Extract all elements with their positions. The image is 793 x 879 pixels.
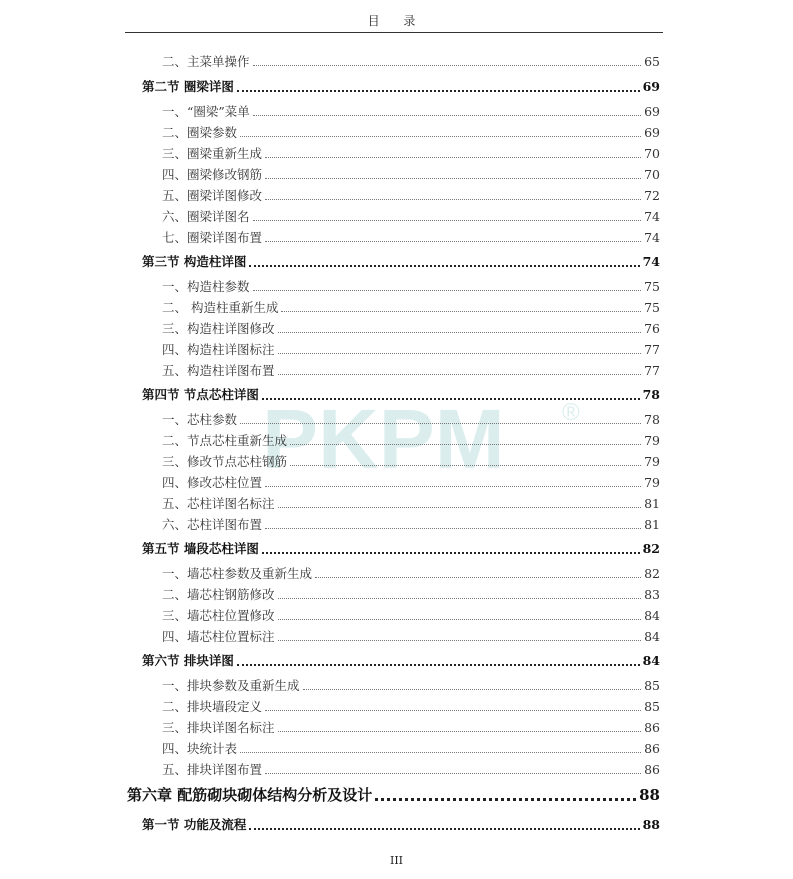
toc-item xyxy=(162,701,660,714)
toc-entry-page-number: 84 xyxy=(644,608,660,623)
toc-entry-page-number: 76 xyxy=(644,321,660,336)
toc-entry-page-number: 86 xyxy=(644,762,660,777)
toc-item xyxy=(162,190,660,203)
toc-entry-page-number: 86 xyxy=(644,741,660,756)
dot-leader xyxy=(253,115,641,116)
toc-entry-label: 四、墙芯柱位置标注 xyxy=(162,629,275,644)
dot-leader xyxy=(265,241,641,242)
toc-entry-page-number: 77 xyxy=(644,363,660,378)
toc-entry-label: 二、排块墙段定义 xyxy=(162,699,263,714)
toc-item xyxy=(162,519,660,532)
toc-entry-label: 第三节 构造柱详图 xyxy=(142,254,247,269)
page-number: III xyxy=(389,854,404,867)
toc-item xyxy=(162,631,660,644)
toc-item xyxy=(162,743,660,756)
toc-entry-page-number: 84 xyxy=(644,629,660,644)
dot-leader xyxy=(278,374,642,375)
toc-item xyxy=(162,56,660,69)
toc-entry-label: 二、主菜单操作 xyxy=(162,54,250,69)
toc-item xyxy=(162,169,660,182)
toc-entry-label: 五、圈梁详图修改 xyxy=(162,188,263,203)
toc-item xyxy=(162,232,660,245)
toc-entry-page-number: 75 xyxy=(644,279,660,294)
dot-leader xyxy=(278,640,642,641)
toc-section xyxy=(142,81,660,94)
toc-item xyxy=(162,344,660,357)
toc-entry-page-number: 78 xyxy=(642,387,660,402)
toc-item xyxy=(162,722,660,735)
toc-entry-label: 第五节 墙段芯柱详图 xyxy=(142,541,259,556)
dot-leader xyxy=(253,290,642,291)
toc-entry-page-number: 85 xyxy=(644,699,660,714)
toc-item xyxy=(162,302,660,315)
toc-section xyxy=(142,256,660,269)
toc-entry-label: 五、排块详图布置 xyxy=(162,762,263,777)
toc-entry-label: 第一节 功能及流程 xyxy=(142,817,247,832)
toc-entry-page-number: 69 xyxy=(644,104,660,119)
watermark-registered-mark: ® xyxy=(562,399,580,426)
dot-leader xyxy=(265,528,641,529)
toc-entry-page-number: 82 xyxy=(644,566,660,581)
toc-item xyxy=(162,106,660,119)
toc-item xyxy=(162,610,660,623)
dot-leader xyxy=(253,220,642,221)
dot-leader xyxy=(265,773,641,774)
toc-item xyxy=(162,435,660,448)
dot-leader xyxy=(240,423,641,424)
dot-leader xyxy=(265,486,641,487)
dot-leader xyxy=(249,828,639,830)
toc-entry-label: 三、构造柱详图修改 xyxy=(162,321,275,336)
toc-entry-label: 一、墙芯柱参数及重新生成 xyxy=(162,566,313,581)
toc-entry-page-number: 79 xyxy=(644,433,660,448)
watermark-text: PKPM xyxy=(262,398,505,478)
page-header-title: 目 录 xyxy=(367,14,426,28)
dot-leader xyxy=(262,552,640,554)
toc-entry-page-number: 79 xyxy=(644,454,660,469)
toc-entry-page-number: 88 xyxy=(642,817,660,832)
toc-entry-page-number: 72 xyxy=(644,188,660,203)
toc-entry-label: 五、芯柱详图名标注 xyxy=(162,496,275,511)
toc-entry-page-number: 74 xyxy=(644,230,660,245)
toc-item xyxy=(162,365,660,378)
toc-entry-label: 一、构造柱参数 xyxy=(162,279,250,294)
toc-entry-page-number: 69 xyxy=(642,79,660,94)
dot-leader xyxy=(265,178,641,179)
dot-leader xyxy=(253,65,642,66)
dot-leader xyxy=(278,507,642,508)
toc-entry-page-number: 86 xyxy=(644,720,660,735)
toc-item xyxy=(162,568,660,581)
toc-entry-label: 二、 构造柱重新生成 xyxy=(162,300,279,315)
toc-entry-label: 三、圈梁重新生成 xyxy=(162,146,263,161)
dot-leader xyxy=(278,332,642,333)
dot-leader xyxy=(237,664,640,666)
toc-entry-page-number: 69 xyxy=(644,125,660,140)
toc-entry-page-number: 82 xyxy=(642,541,660,556)
toc-entry-label: 六、芯柱详图布置 xyxy=(162,517,263,532)
toc-entry-page-number: 85 xyxy=(644,678,660,693)
dot-leader xyxy=(237,90,640,92)
dot-leader xyxy=(278,353,642,354)
toc-entry-label: 第四节 节点芯柱详图 xyxy=(142,387,259,402)
toc-section xyxy=(142,655,660,668)
toc-item xyxy=(162,323,660,336)
toc-section xyxy=(142,543,660,556)
toc-entry-label: 四、构造柱详图标注 xyxy=(162,342,275,357)
toc-entry-page-number: 81 xyxy=(644,496,660,511)
toc-entry-page-number: 88 xyxy=(639,786,660,804)
dot-leader xyxy=(265,157,641,158)
toc-section xyxy=(142,389,660,402)
toc-entry-page-number: 78 xyxy=(644,412,660,427)
toc-entry-page-number: 70 xyxy=(644,146,660,161)
dot-leader xyxy=(281,311,641,312)
toc-entry-label: 三、修改节点芯柱钢筋 xyxy=(162,454,288,469)
toc-entry-page-number: 65 xyxy=(644,54,660,69)
toc-entry-page-number: 74 xyxy=(642,254,660,269)
dot-leader xyxy=(278,598,642,599)
toc-entry-page-number: 70 xyxy=(644,167,660,182)
toc-entry-label: 二、节点芯柱重新生成 xyxy=(162,433,288,448)
toc-item xyxy=(162,680,660,693)
dot-leader xyxy=(240,752,641,753)
toc-item xyxy=(162,764,660,777)
toc-item xyxy=(162,498,660,511)
toc-entry-label: 七、圈梁详图布置 xyxy=(162,230,263,245)
toc-item xyxy=(162,211,660,224)
toc-entry-label: 四、圈梁修改钢筋 xyxy=(162,167,263,182)
toc-entry-page-number: 75 xyxy=(644,300,660,315)
dot-leader xyxy=(375,798,636,801)
dot-leader xyxy=(315,577,641,578)
toc-entry-label: 二、圈梁参数 xyxy=(162,125,238,140)
dot-leader xyxy=(290,444,641,445)
toc-item xyxy=(162,456,660,469)
toc-entry-page-number: 74 xyxy=(644,209,660,224)
toc-entry-label: 三、排块详图名标注 xyxy=(162,720,275,735)
toc-entry-label: 二、墙芯柱钢筋修改 xyxy=(162,587,275,602)
toc-entry-label: 一、“圈梁”菜单 xyxy=(162,104,250,119)
toc-entry-label: 第六节 排块详图 xyxy=(142,653,234,668)
dot-leader xyxy=(303,689,642,690)
toc-entry-page-number: 84 xyxy=(642,653,660,668)
toc-entry-label: 第六章 配筋砌块砌体结构分析及设计 xyxy=(127,786,373,804)
dot-leader xyxy=(278,619,642,620)
toc-entry-page-number: 77 xyxy=(644,342,660,357)
toc-item xyxy=(162,148,660,161)
toc-section xyxy=(142,819,660,832)
toc-entry-label: 一、芯柱参数 xyxy=(162,412,238,427)
dot-leader xyxy=(249,265,639,267)
toc-entry-label: 第二节 圈梁详图 xyxy=(142,79,234,94)
toc-item xyxy=(162,589,660,602)
toc-entry-label: 四、修改芯柱位置 xyxy=(162,475,263,490)
toc-item xyxy=(162,414,660,427)
toc-entry-page-number: 81 xyxy=(644,517,660,532)
toc-chapter xyxy=(127,788,660,803)
toc-entry-label: 一、排块参数及重新生成 xyxy=(162,678,300,693)
dot-leader xyxy=(240,136,641,137)
dot-leader xyxy=(265,710,641,711)
toc-entry-label: 四、块统计表 xyxy=(162,741,238,756)
toc-entry-page-number: 83 xyxy=(644,587,660,602)
toc-entry-page-number: 79 xyxy=(644,475,660,490)
toc-entry-label: 六、圈梁详图名 xyxy=(162,209,250,224)
dot-leader xyxy=(262,398,640,400)
toc-entry-label: 三、墙芯柱位置修改 xyxy=(162,608,275,623)
header-rule xyxy=(125,32,663,33)
toc-item xyxy=(162,281,660,294)
dot-leader xyxy=(290,465,641,466)
toc-item xyxy=(162,127,660,140)
toc-entry-label: 五、构造柱详图布置 xyxy=(162,363,275,378)
dot-leader xyxy=(265,199,641,200)
toc-item xyxy=(162,477,660,490)
dot-leader xyxy=(278,731,642,732)
